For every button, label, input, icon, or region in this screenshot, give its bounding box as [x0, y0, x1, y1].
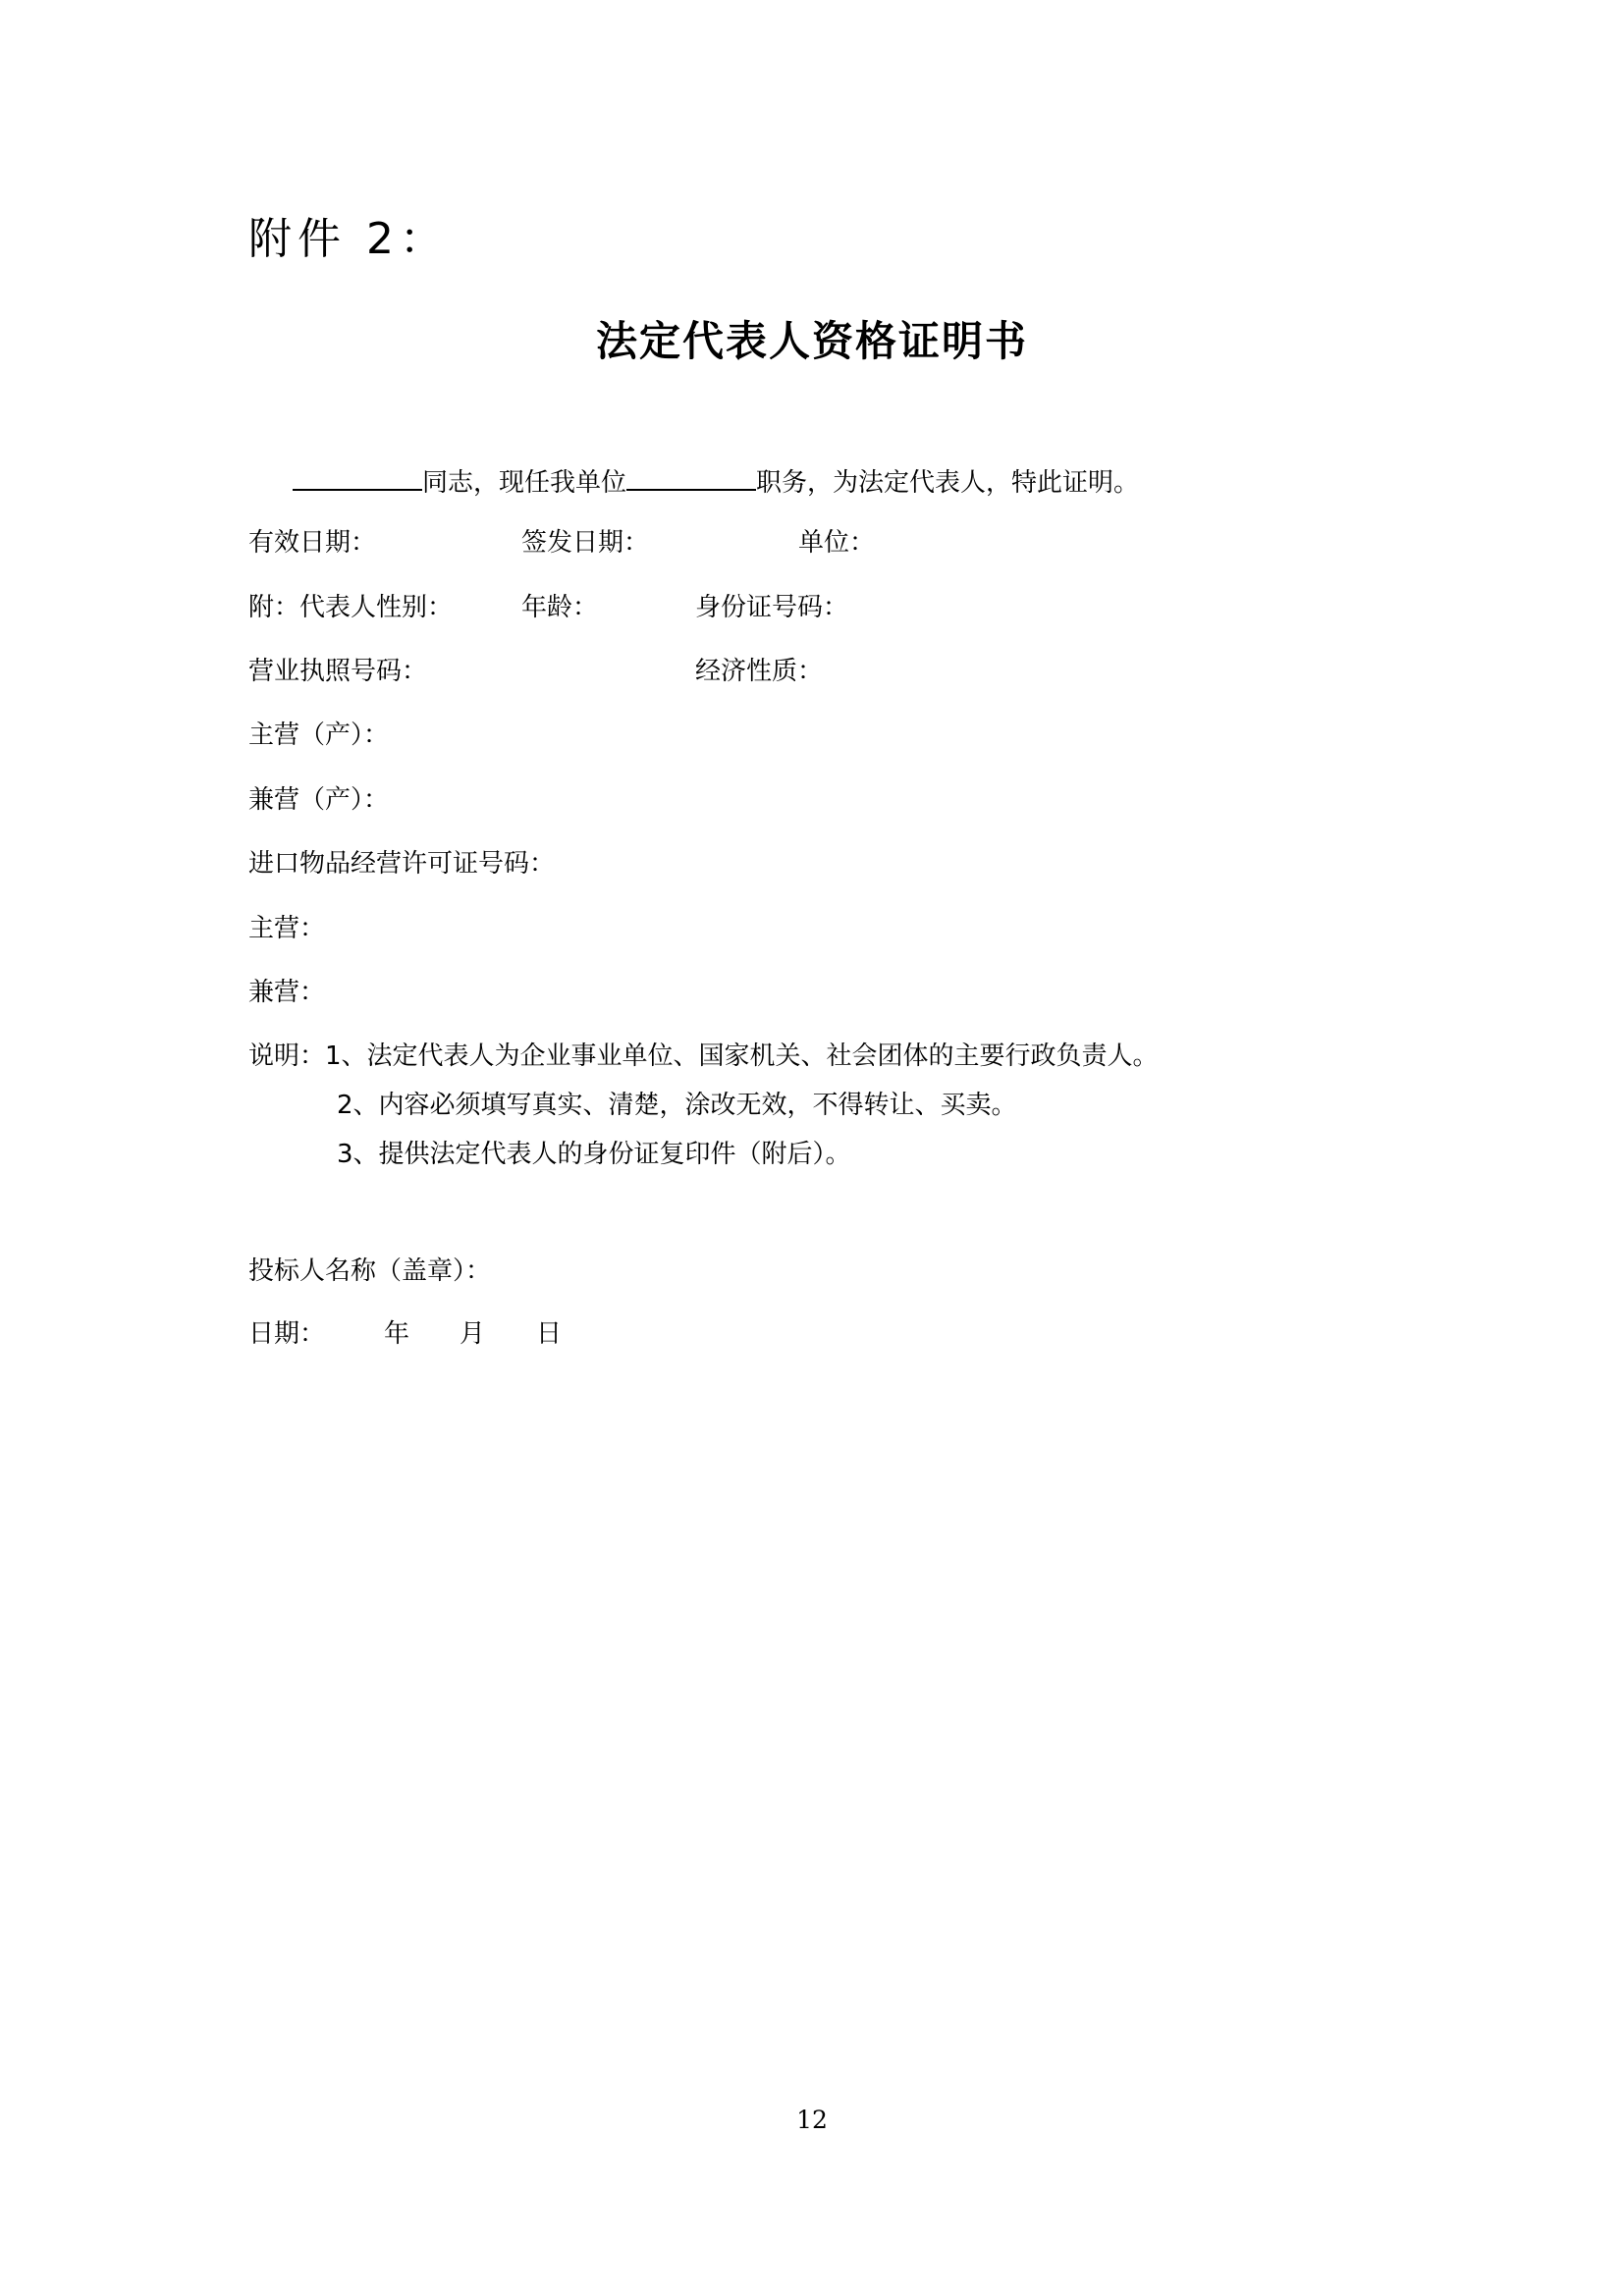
day-label: 日 [536, 1319, 563, 1349]
note-1: 说明：1、法定代表人为企业事业单位、国家机关、社会团体的主要行政负责人。 [248, 1041, 1159, 1071]
gender-label: 附：代表人性别： [248, 593, 454, 622]
name-blank[interactable] [293, 459, 422, 491]
issue-date-label: 签发日期： [521, 528, 650, 558]
statement-part2: 职务，为法定代表人，特此证明。 [756, 468, 1140, 498]
age-label: 年龄： [521, 593, 599, 622]
side-business-label: 兼营（产）： [248, 785, 390, 815]
license-number-label: 营业执照号码： [248, 657, 428, 686]
year-label: 年 [384, 1319, 410, 1349]
note-2: 2、内容必须填写真实、清楚，涂改无效，不得转让、买卖。 [337, 1091, 1017, 1120]
side-label: 兼营： [248, 978, 326, 1007]
document-title: 法定代表人资格证明书 [595, 317, 1028, 365]
date-label: 日期： [248, 1319, 326, 1349]
valid-date-label: 有效日期： [248, 528, 377, 558]
bidder-name-label: 投标人名称（盖章）： [248, 1256, 492, 1286]
import-license-label: 进口物品经营许可证号码： [248, 849, 556, 879]
id-number-label: 身份证号码： [695, 593, 849, 622]
main-business-label: 主营（产）： [248, 721, 390, 750]
note-3: 3、提供法定代表人的身份证复印件（附后）。 [337, 1140, 851, 1169]
economic-nature-label: 经济性质： [695, 657, 824, 686]
month-label: 月 [460, 1319, 486, 1349]
statement-line [293, 459, 1139, 503]
unit-label: 单位： [798, 528, 876, 558]
position-blank[interactable] [626, 459, 756, 491]
page-number: 12 [796, 2106, 828, 2134]
main-label: 主营： [248, 914, 326, 943]
attachment-label: 附件 2： [248, 214, 449, 264]
statement-part1: 同志，现任我单位 [422, 468, 627, 498]
